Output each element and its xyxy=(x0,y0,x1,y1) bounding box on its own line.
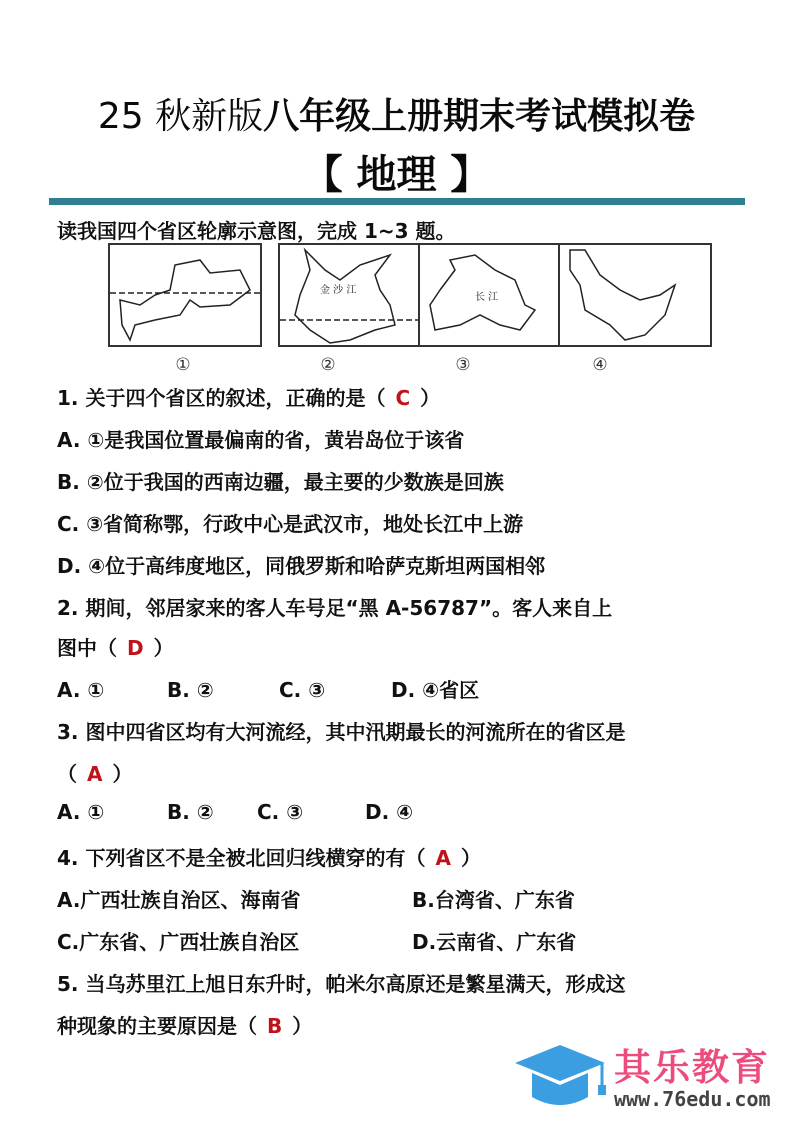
title-prefix: 25 秋新版 xyxy=(97,96,264,137)
heilongjiang-outline-icon xyxy=(560,245,710,345)
svg-text:长 江: 长 江 xyxy=(475,292,499,303)
q2-option-d: D. ④省区 xyxy=(391,678,480,702)
answer-4: A xyxy=(435,846,451,870)
q4-option-b: B.台湾省、广东省 xyxy=(412,888,575,912)
q3-option-c: C. ③ xyxy=(257,800,304,824)
q1-option-d: D. ④位于高纬度地区，同俄罗斯和哈萨克斯坦两国相邻 xyxy=(57,554,546,578)
map-label-4: ④ xyxy=(592,355,608,375)
title-main: 八年级上册期末考试模拟卷 xyxy=(263,96,696,137)
answer-3: A xyxy=(87,762,103,786)
question-3-options xyxy=(57,800,413,824)
answer-2: D xyxy=(127,636,144,660)
map-1 xyxy=(108,243,262,347)
q3-option-b: B. ② xyxy=(167,800,214,824)
question-3-stem-line1: 3. 图中四省区均有大河流经，其中汛期最长的河流所在的省区是 xyxy=(57,720,626,744)
question-4-stem: 4. 下列省区不是全被北回归线横穿的有（ A ） xyxy=(57,846,481,870)
guangdong-outline-icon xyxy=(110,245,260,345)
question-2-stem-line2: 图中（ D ） xyxy=(57,636,174,660)
q1-option-a: A. ①是我国位置最偏南的省，黄岩岛位于该省 xyxy=(57,428,465,452)
map-4 xyxy=(558,243,712,347)
q2-option-a: A. ① xyxy=(57,678,105,702)
q3-option-d: D. ④ xyxy=(365,800,414,824)
q3-option-a: A. ① xyxy=(57,800,105,824)
brand-name: 其乐教育 xyxy=(614,1046,770,1089)
map-label-3: ③ xyxy=(455,355,471,375)
q2-option-b: B. ② xyxy=(167,678,214,702)
answer-5: B xyxy=(267,1014,283,1038)
question-5-stem-line2: 种现象的主要原因是（ B ） xyxy=(57,1014,313,1038)
q4-option-d: D.云南省、广东省 xyxy=(412,930,577,954)
graduation-cap-icon xyxy=(510,1035,610,1115)
map-3 xyxy=(418,243,572,347)
intro-text: 读我国四个省区轮廓示意图，完成 1~3 题。 xyxy=(57,219,456,243)
question-2-options xyxy=(57,674,479,703)
page-title xyxy=(0,88,793,139)
q4-option-a: A.广西壮族自治区、海南省 xyxy=(57,888,301,912)
brand-url: www.76edu.com xyxy=(614,1087,771,1111)
q1-option-c: C. ③省简称鄂，行政中心是武汉市，地处长江中上游 xyxy=(57,512,524,536)
question-4-options-row1 xyxy=(57,884,575,913)
question-1-stem: 1. 关于四个省区的叙述，正确的是（ C ） xyxy=(57,386,441,410)
map-label-1: ① xyxy=(175,355,191,375)
question-4-options-row2 xyxy=(57,926,576,955)
question-2-stem-line1: 2. 期间，邻居家来的客人车号足“黑 A-56787”。客人来自上 xyxy=(57,596,613,620)
subject-title: 【 地理 】 xyxy=(302,152,491,198)
question-3-stem-line2: （ A ） xyxy=(57,762,133,786)
question-5-stem-line1: 5. 当乌苏里江上旭日东升时，帕米尔高原还是繁星满天，形成这 xyxy=(57,972,626,996)
watermark-logo xyxy=(510,1035,790,1115)
answer-1: C xyxy=(395,386,411,410)
province-maps xyxy=(108,243,708,378)
hubei-outline-icon xyxy=(420,245,570,345)
title-divider xyxy=(49,198,745,205)
yunnan-outline-icon xyxy=(280,245,430,345)
q1-option-b: B. ②位于我国的西南边疆，最主要的少数族是回族 xyxy=(57,470,504,494)
q2-option-c: C. ③ xyxy=(279,678,326,702)
map-2 xyxy=(278,243,432,347)
map-label-2: ② xyxy=(320,355,336,375)
svg-text:金 沙 江: 金 沙 江 xyxy=(320,285,357,296)
q4-option-c: C.广东省、广西壮族自治区 xyxy=(57,930,300,954)
